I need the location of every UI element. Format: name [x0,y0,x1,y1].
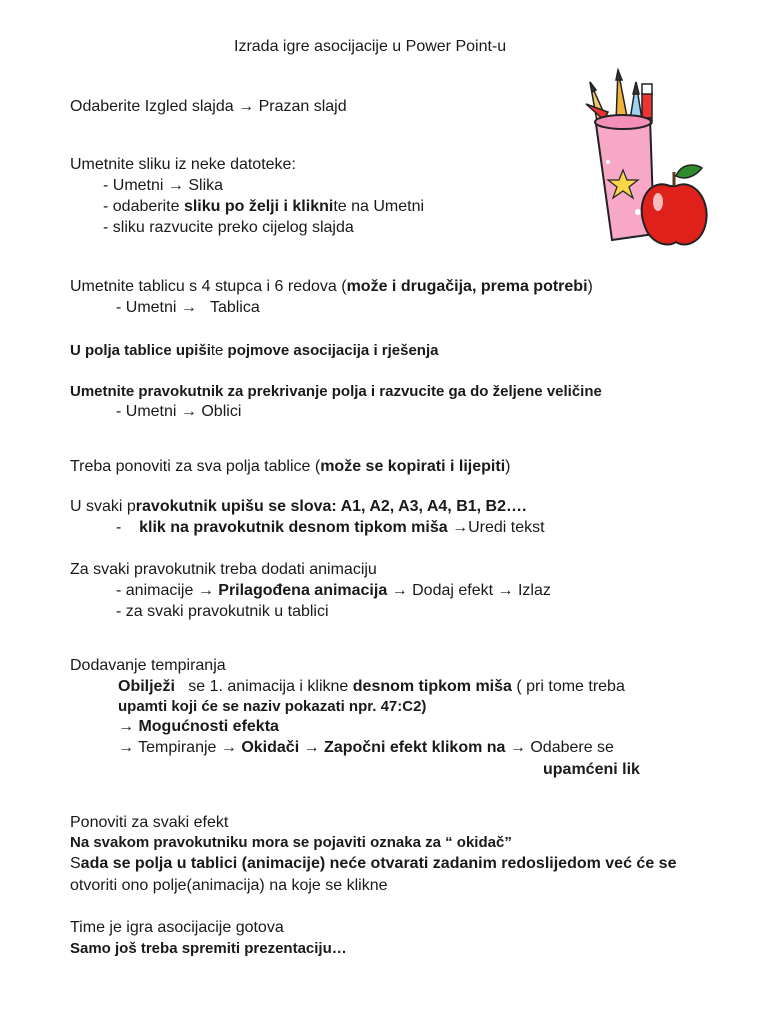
step-timing-line-2: upamti koji će se naziv pokazati npr. 47:C2) [118,698,427,715]
step-order-note-1: Sada se polja u tablici (animacije) neće otvarati zadanim redoslijedom već će se [70,855,677,872]
step-letters-item: - klik na pravokutnik desnom tipkom miša →Uredi tekst [116,519,545,536]
step-timing-line-3: → Mogućnosti efekta [118,718,279,735]
step-timing-intro: Dodavanje tempiranja [70,657,226,674]
step-image-intro: Umetnite sliku iz neke datoteke: [70,156,296,173]
step-save: Samo još treba spremiti prezentaciju… [70,940,347,957]
step-repeat-effect: Ponoviti za svaki efekt [70,814,229,831]
step-animation-item-2: - za svaki pravokutnik u tablici [116,603,329,620]
step-trigger-note: Na svakom pravokutniku mora se pojaviti oznaka za “ okidač” [70,834,512,851]
step-timing-line-5: upamćeni lik [543,761,640,778]
step-timing-line-4: → Tempiranje → Okidači → Započni efekt klikom na → Odabere se [118,739,614,756]
step-rectangle: Umetnite pravokutnik za prekrivanje polja i razvucite ga do željene veličine [70,383,602,400]
step-table-item: - Umetni → Tablica [116,299,260,316]
step-fill-table: U polja tablice upišite pojmove asocijacija i rješenja [70,342,439,359]
page-title: Izrada igre asocijacije u Power Point-u [234,38,507,55]
pencil-cup-and-apple-clipart [578,62,708,252]
step-timing-line-1: Obilježi se 1. animacija i klikne desnom tipkom miša ( pri tome treba [118,678,625,695]
step-rectangle-item: - Umetni → Oblici [116,403,242,420]
step-layout: Odaberite Izgled slajda → Prazan slajd [70,98,347,115]
step-image-item-1: - Umetni → Slika [103,177,224,194]
step-table: Umetnite tablicu s 4 stupca i 6 redova (može i drugačija, prema potrebi) [70,278,593,295]
step-animation-item-1: - animacije → Prilagođena animacija → Dodaj efekt → Izlaz [116,582,551,599]
step-letters: U svaki pravokutnik upišu se slova: A1, A2, A3, A4, B1, B2…. [70,498,527,515]
step-image-item-3: - sliku razvucite preko cijelog slajda [103,219,354,236]
step-order-note-2: otvoriti ono polje(animacija) na koje se klikne [70,877,388,894]
step-finished: Time je igra asocijacije gotova [70,919,284,936]
step-image-item-2: - odaberite sliku po želji i kliknite na Umetni [103,198,425,215]
step-animation-intro: Za svaki pravokutnik treba dodati animaciju [70,561,377,578]
step-repeat: Treba ponoviti za sva polja tablice (može se kopirati i lijepiti) [70,458,511,475]
